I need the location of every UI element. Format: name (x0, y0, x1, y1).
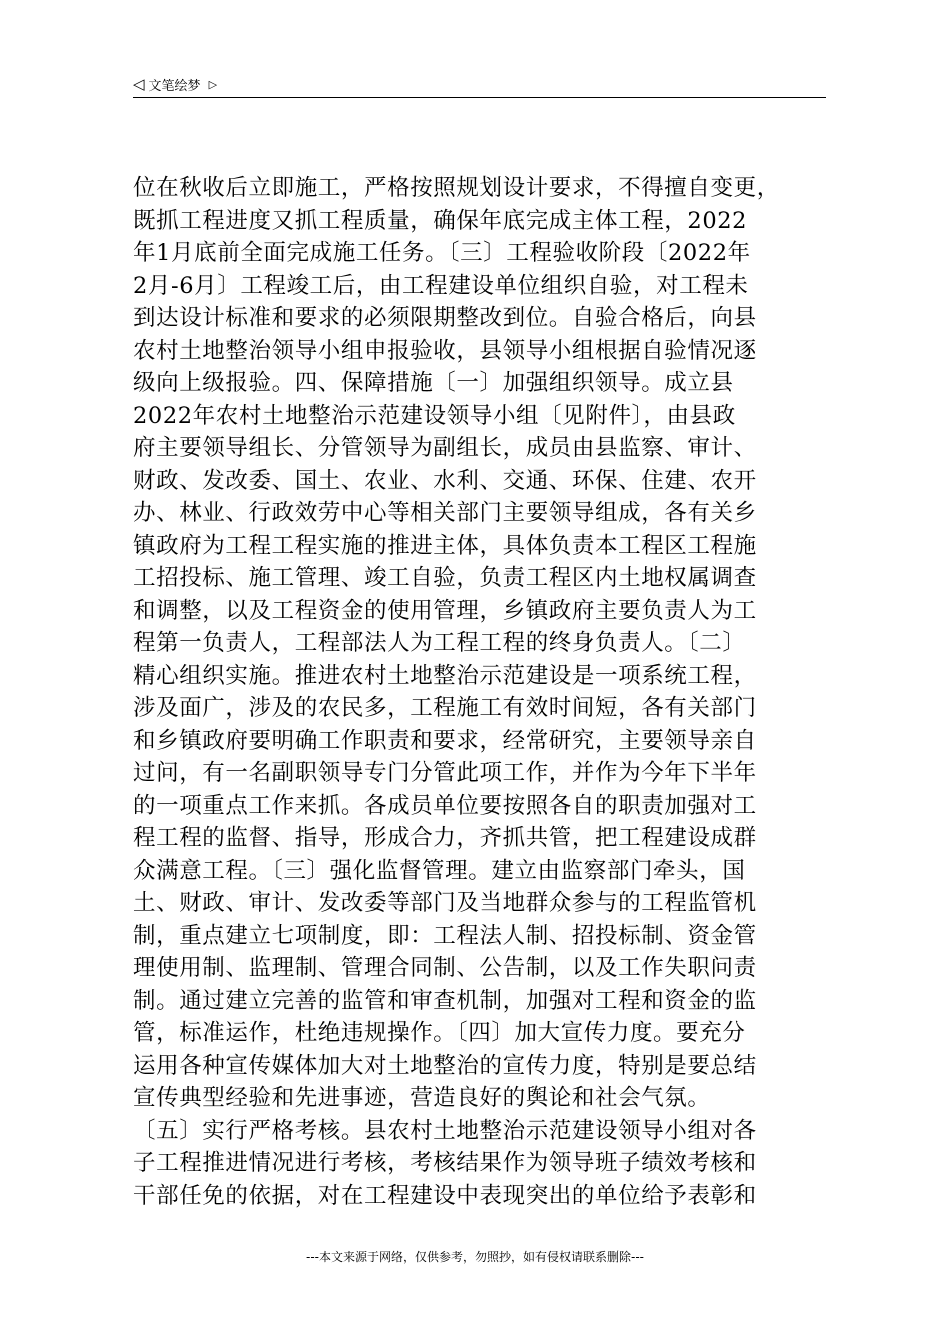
body-text-line: 年1月底前全面完成施工任务。〔三〕工程验收阶段〔2022年 (133, 240, 751, 266)
body-text-line: 涉及面广，涉及的农民多，工程施工有效时间短，各有关部门 (133, 695, 757, 721)
body-text-line: 宣传典型经验和先进事迹，营造良好的舆论和社会气氛。 (133, 1085, 711, 1111)
body-text-line: 位在秋收后立即施工，严格按照规划设计要求，不得擅自变更， (133, 175, 780, 201)
footer-disclaimer: ---本文来源于网络，仅供参考，勿照抄，如有侵权请联系删除--- (306, 1250, 644, 1264)
body-text-line: 程工程的监督、指导，形成合力，齐抓共管，把工程建设成群 (133, 825, 757, 851)
body-text-line: 2022年农村土地整治示范建设领导小组〔见附件〕，由县政 (133, 402, 736, 429)
body-text-line: 府主要领导组长、分管领导为副组长，成员由县监察、审计、 (133, 435, 757, 461)
document-body (133, 172, 826, 1212)
body-text-line: 制，重点建立七项制度，即：工程法人制、招投标制、资金管 (133, 922, 757, 949)
body-text-line: 和调整，以及工程资金的使用管理，乡镇政府主要负责人为工 (133, 597, 757, 624)
header-divider (133, 97, 826, 98)
body-text-line: 工招投标、施工管理、竣工自验，负责工程区内土地权属调查 (133, 565, 757, 591)
body-text-line: 干部任免的依据，对在工程建设中表现突出的单位给予表彰和 (133, 1182, 757, 1209)
body-text-line: 运用各种宣传媒体加大对土地整治的宣传力度，特别是要总结 (133, 1052, 757, 1079)
header-title: 文笔绘梦 (148, 78, 201, 94)
body-text-line: 过问，有一名副职领导专门分管此项工作，并作为今年下半年 (133, 760, 757, 786)
body-text-line: 〔五〕实行严格考核。县农村土地整治示范建设领导小组对各 (133, 1117, 757, 1144)
body-text-line: 土、财政、审计、发改委等部门及当地群众参与的工程监管机 (133, 890, 757, 916)
body-text-line: 程第一负责人，工程部法人为工程工程的终身负责人。〔二〕 (133, 630, 746, 656)
right-triangle-icon: ▷ (208, 77, 218, 91)
page-header (133, 70, 826, 98)
body-text-line: 制。通过建立完善的监管和审查机制，加强对工程和资金的监 (133, 987, 757, 1014)
body-text-line: 众满意工程。〔三〕强化监督管理。建立由监察部门牵头，国 (133, 857, 746, 884)
body-text-line: 精心组织实施。推进农村土地整治示范建设是一项系统工程， (133, 662, 757, 689)
body-text-line: 的一项重点工作来抓。各成员单位要按照各自的职责加强对工 (133, 792, 757, 819)
body-text-line: 办、林业、行政效劳中心等相关部门主要领导组成，各有关乡 (133, 500, 757, 526)
body-text-line: 2月-6月〕工程竣工后，由工程建设单位组织自验，对工程未 (133, 272, 749, 299)
body-text-line: 和乡镇政府要明确工作职责和要求，经常研究，主要领导亲自 (133, 727, 757, 754)
body-text-line: 镇政府为工程工程实施的推进主体，具体负责本工程区工程施 (133, 532, 757, 559)
body-text-line: 农村土地整治领导小组申报验收，县领导小组根据自验情况逐 (133, 337, 757, 364)
body-text-line: 管，标准运作，杜绝违规操作。〔四〕加大宣传力度。要充分 (133, 1020, 746, 1046)
body-text-line: 既抓工程进度又抓工程质量，确保年底完成主体工程，2022 (133, 207, 748, 234)
body-text-line: 级向上级报验。四、保障措施〔一〕加强组织领导。成立县 (133, 370, 734, 396)
body-text-line: 到达设计标准和要求的必须限期整改到位。自验合格后，向县 (133, 305, 757, 331)
left-triangle-icon: ◁ (133, 75, 145, 93)
body-text-line: 子工程推进情况进行考核，考核结果作为领导班子绩效考核和 (133, 1150, 757, 1176)
body-text-line: 财政、发改委、国土、农业、水利、交通、环保、住建、农开 (133, 467, 757, 494)
body-text-line: 理使用制、监理制、管理合同制、公告制，以及工作失职问责 (133, 955, 757, 981)
